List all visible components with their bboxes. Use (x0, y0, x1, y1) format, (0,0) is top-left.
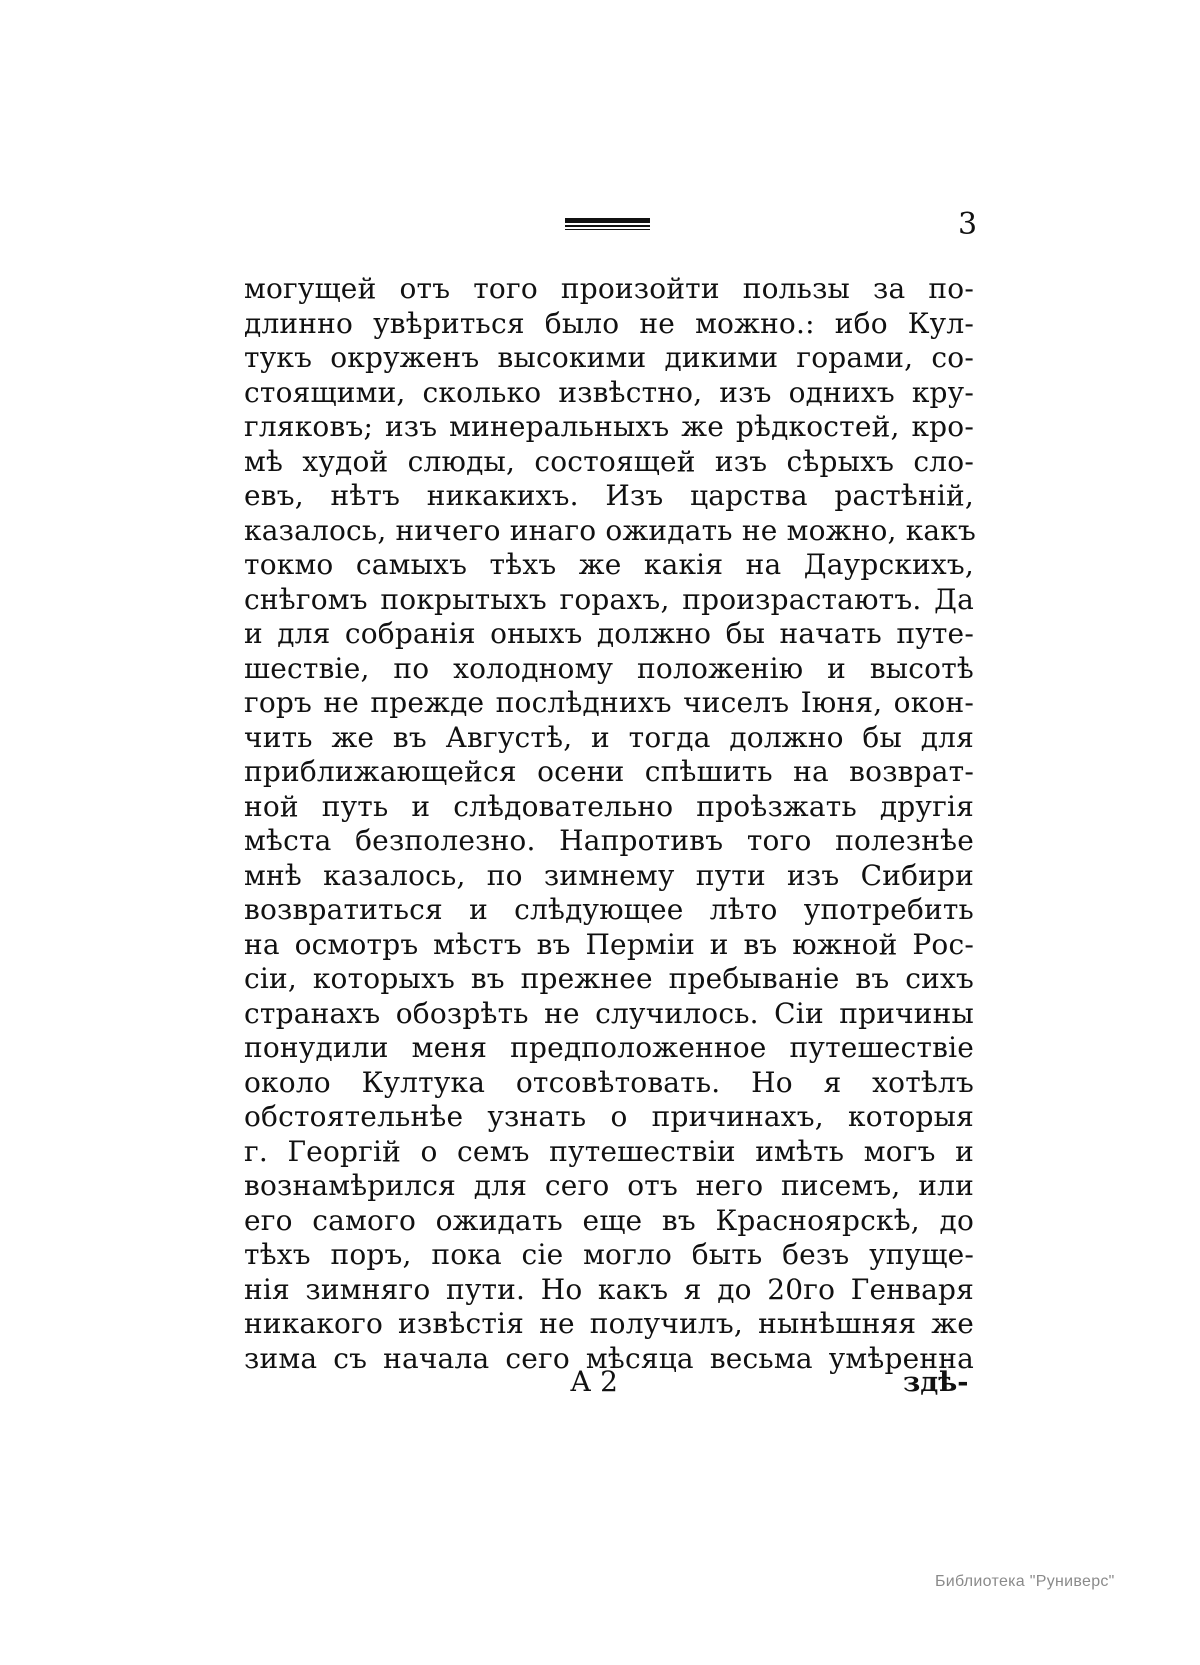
text-line: могущей отъ того произойти пользы за по- (244, 272, 974, 305)
text-line: гляковъ; изъ минеральныхъ же рѣдкостей, кро- (244, 410, 974, 443)
header-ornament-rule (565, 218, 650, 230)
text-line: тѣхъ поръ, пока сіе могло быть безъ упуще- (244, 1238, 974, 1271)
text-line: чить же въ Августѣ, и тогда должно бы для (244, 720, 974, 754)
text-line: ной путь и слѣдовательно проѣзжать другія (244, 789, 974, 823)
text-line: снѣгомъ покрытыхъ горахъ, произрастаютъ. Да (244, 582, 974, 616)
text-line: зима съ начала сего мѣсяца весьма умѣренна (244, 1341, 974, 1375)
text-line: никакого извѣстія не получилъ, нынѣшняя же (244, 1307, 974, 1340)
text-line: тукъ окруженъ высокими дикими горами, со- (244, 341, 974, 374)
text-line: и для собранія оныхъ должно бы начать путе- (244, 617, 974, 650)
text-line: мнѣ казалось, по зимнему пути изъ Сибири (244, 858, 974, 892)
text-line: сіи, которыхъ въ прежнее пребываніе въ сихъ (244, 962, 974, 995)
text-line: стоящими, сколько извѣстно, изъ однихъ кру- (244, 375, 974, 409)
rule-thick-line (565, 218, 650, 223)
text-line: мѣста безполезно. Напротивъ того полезнѣе (244, 824, 974, 857)
text-line: нія зимняго пути. Но какъ я до 20го Генваря (244, 1272, 974, 1306)
text-line: обстоятельнѣе узнать о причинахъ, которыя (244, 1100, 974, 1133)
text-line: горъ не прежде послѣднихъ чиселъ Іюня, окон- (244, 686, 974, 719)
text-line: приближающейся осени спѣшить на возврат- (244, 755, 974, 788)
text-line: казалось, ничего инаго ожидать не можно, какъ (244, 513, 977, 547)
text-line: около Култука отсовѣтовать. Но я хотѣлъ (244, 1065, 974, 1099)
text-line: странахъ обозрѣть не случилось. Сіи причины (244, 996, 974, 1030)
text-line: евъ, нѣтъ никакихъ. Изъ царства растѣній, (244, 479, 974, 512)
catchword: здѣ- (903, 1367, 969, 1398)
text-line: понудили меня предположенное путешествіе (244, 1031, 974, 1064)
page-number: 3 (958, 207, 978, 242)
text-line: вознамѣрился для сего отъ него писемъ, или (244, 1169, 974, 1202)
text-line: возвратиться и слѣдующее лѣто употребить (244, 893, 974, 926)
text-line: длинно увѣриться было не можно.: ибо Кул- (244, 306, 974, 340)
rule-thin-line (565, 225, 650, 227)
text-line: на осмотръ мѣстъ въ Перміи и въ южной Рос- (244, 927, 974, 961)
text-line: мѣ худой слюды, состоящей изъ сѣрыхъ сло- (244, 444, 974, 478)
text-line: его самого ожидать еще въ Красноярскѣ, до (244, 1203, 974, 1237)
text-line: шествіе, по холодному положенію и высотѣ (244, 651, 974, 685)
text-line: г. Георгій о семъ путешествіи имѣть могъ и (244, 1134, 974, 1168)
library-watermark: Библиотека "Руниверс" (935, 1573, 1115, 1590)
rule-thin-line (565, 229, 650, 230)
text-line: токмо самыхъ тѣхъ же какія на Даурскихъ, (244, 548, 974, 581)
signature-mark: А 2 (570, 1365, 618, 1398)
